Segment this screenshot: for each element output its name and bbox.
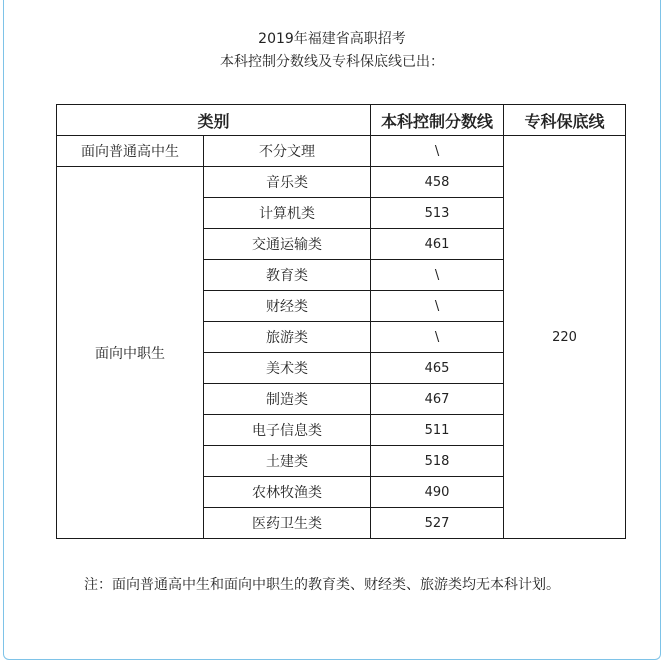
header-junior-college-line: 专科保底线 xyxy=(504,105,626,136)
subcategory-cell: 教育类 xyxy=(204,260,371,291)
subcategory-cell: 交通运输类 xyxy=(204,229,371,260)
subcategory-cell: 土建类 xyxy=(204,446,371,477)
footnote: 注：面向普通高中生和面向中职生的教育类、财经类、旅游类均无本科计划。 xyxy=(84,577,560,593)
score-cell: \ xyxy=(371,260,504,291)
subcategory-cell: 医药卫生类 xyxy=(204,508,371,539)
score-table xyxy=(56,104,626,539)
subcategory-cell: 制造类 xyxy=(204,384,371,415)
score-cell: 513 xyxy=(371,198,504,229)
score-cell: \ xyxy=(371,322,504,353)
header-category: 类别 xyxy=(57,105,371,136)
score-cell: 458 xyxy=(371,167,504,198)
score-cell: 518 xyxy=(371,446,504,477)
score-cell: 467 xyxy=(371,384,504,415)
score-cell: 490 xyxy=(371,477,504,508)
title-line-2: 本科控制分数线及专科保底线已出： xyxy=(220,54,444,70)
subcategory-cell: 财经类 xyxy=(204,291,371,322)
score-cell: 461 xyxy=(371,229,504,260)
subcategory-cell: 电子信息类 xyxy=(204,415,371,446)
table-header-row xyxy=(57,105,626,136)
score-cell: 527 xyxy=(371,508,504,539)
group-label-vocational: 面向中职生 xyxy=(57,167,204,539)
subcategory-cell: 旅游类 xyxy=(204,322,371,353)
header-undergrad-line: 本科控制分数线 xyxy=(371,105,504,136)
table-row xyxy=(57,136,626,167)
score-cell: 465 xyxy=(371,353,504,384)
score-cell: \ xyxy=(371,136,504,167)
subcategory-cell: 音乐类 xyxy=(204,167,371,198)
title-line-1: 2019年福建省高职招考 xyxy=(258,31,406,47)
subcategory-cell: 美术类 xyxy=(204,353,371,384)
subcategory-cell: 不分文理 xyxy=(204,136,371,167)
score-cell: \ xyxy=(371,291,504,322)
group-label-general: 面向普通高中生 xyxy=(57,136,204,167)
score-cell: 511 xyxy=(371,415,504,446)
subcategory-cell: 计算机类 xyxy=(204,198,371,229)
junior-college-line-cell: 220 xyxy=(504,136,626,539)
subcategory-cell: 农林牧渔类 xyxy=(204,477,371,508)
